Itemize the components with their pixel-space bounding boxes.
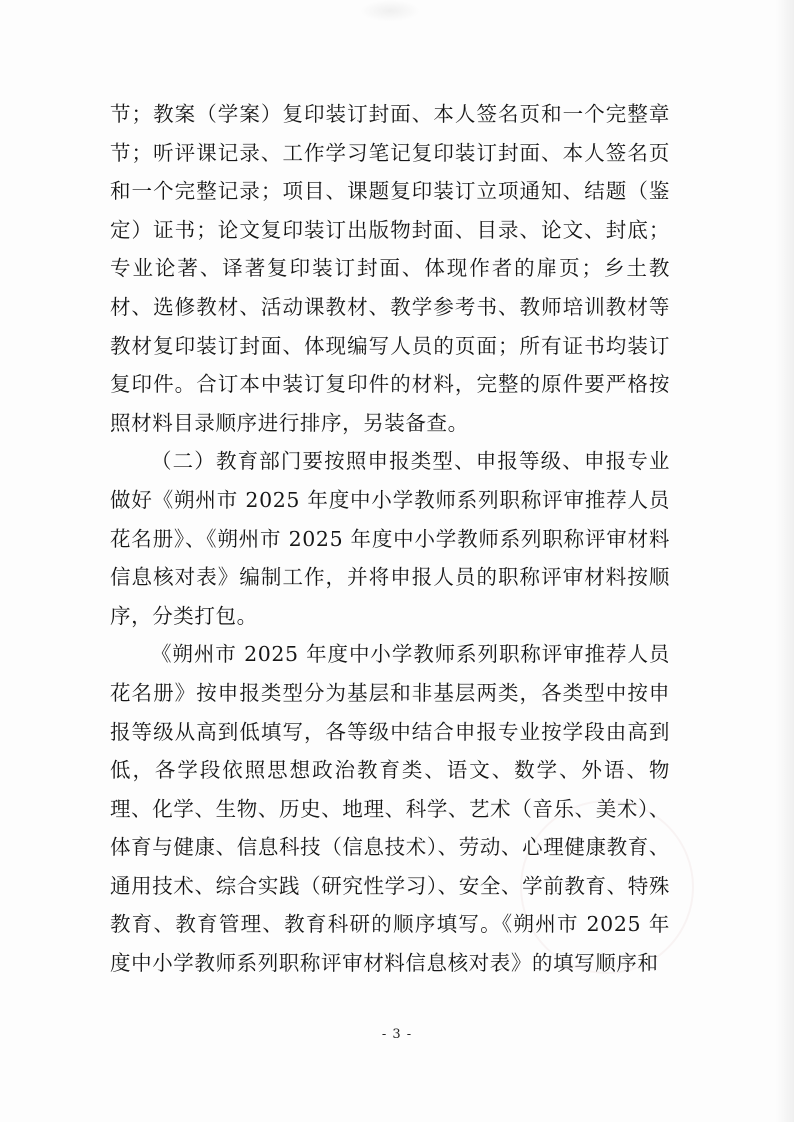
- page-number: - 3 -: [381, 1027, 413, 1042]
- scan-edge-shadow: [776, 0, 794, 1122]
- paragraph-materials-binding: 节；教案（学案）复印装订封面、本人签名页和一个完整章节；听评课记录、工作学习笔记复印装订封面、本人签名页和一个完整记录；项目、课题复印装订立项通知、结题（鉴定）证书；论文复印装订出版物封面、目录、论文、封底；专业论著、译著复印装订封面、体现作者的扉页；乡土教材、选修教材、活动课教材、教学参考书、教师培训教材等教材复印装订封面、体现编写人员的页面；所有证书均装订复印件。合订本中装订复印件的材料，完整的原件要严格按照材料目录顺序进行排序，另装备查。: [110, 102, 670, 435]
- document-body: [110, 95, 670, 983]
- paragraph-roster-order: 《朔州市 2025 年度中小学教师系列职称评审推荐人员花名册》按申报类型分为基层和非基层两类，各类型中按申报等级从高到低填写，各等级中结合申报专业按学段由高到低，各学段依照思想政治教育类、语文、数学、外语、物理、化学、生物、历史、地理、科学、艺术（音乐、美术）、体育与健康、信息科技（信息技术）、劳动、心理健康教育、通用技术、综合实践（研究性学习）、安全、学前教育、特殊教育、教育管理、教育科研的顺序填写。《朔州市 2025 年度中小学教师系列职称评审材料信息核对表》的填写顺序和: [110, 642, 670, 976]
- scan-edge-mark: [360, 0, 420, 22]
- paragraph-education-department-duties: （二）教育部门要按照申报类型、申报等级、申报专业做好《朔州市 2025 年度中小学教师系列职称评审推荐人员花名册》、《朔州市 2025 年度中小学教师系列职称评审材料信息核对表》编制工作，并将申报人员的职称评审材料按顺序，分类打包。: [110, 449, 670, 628]
